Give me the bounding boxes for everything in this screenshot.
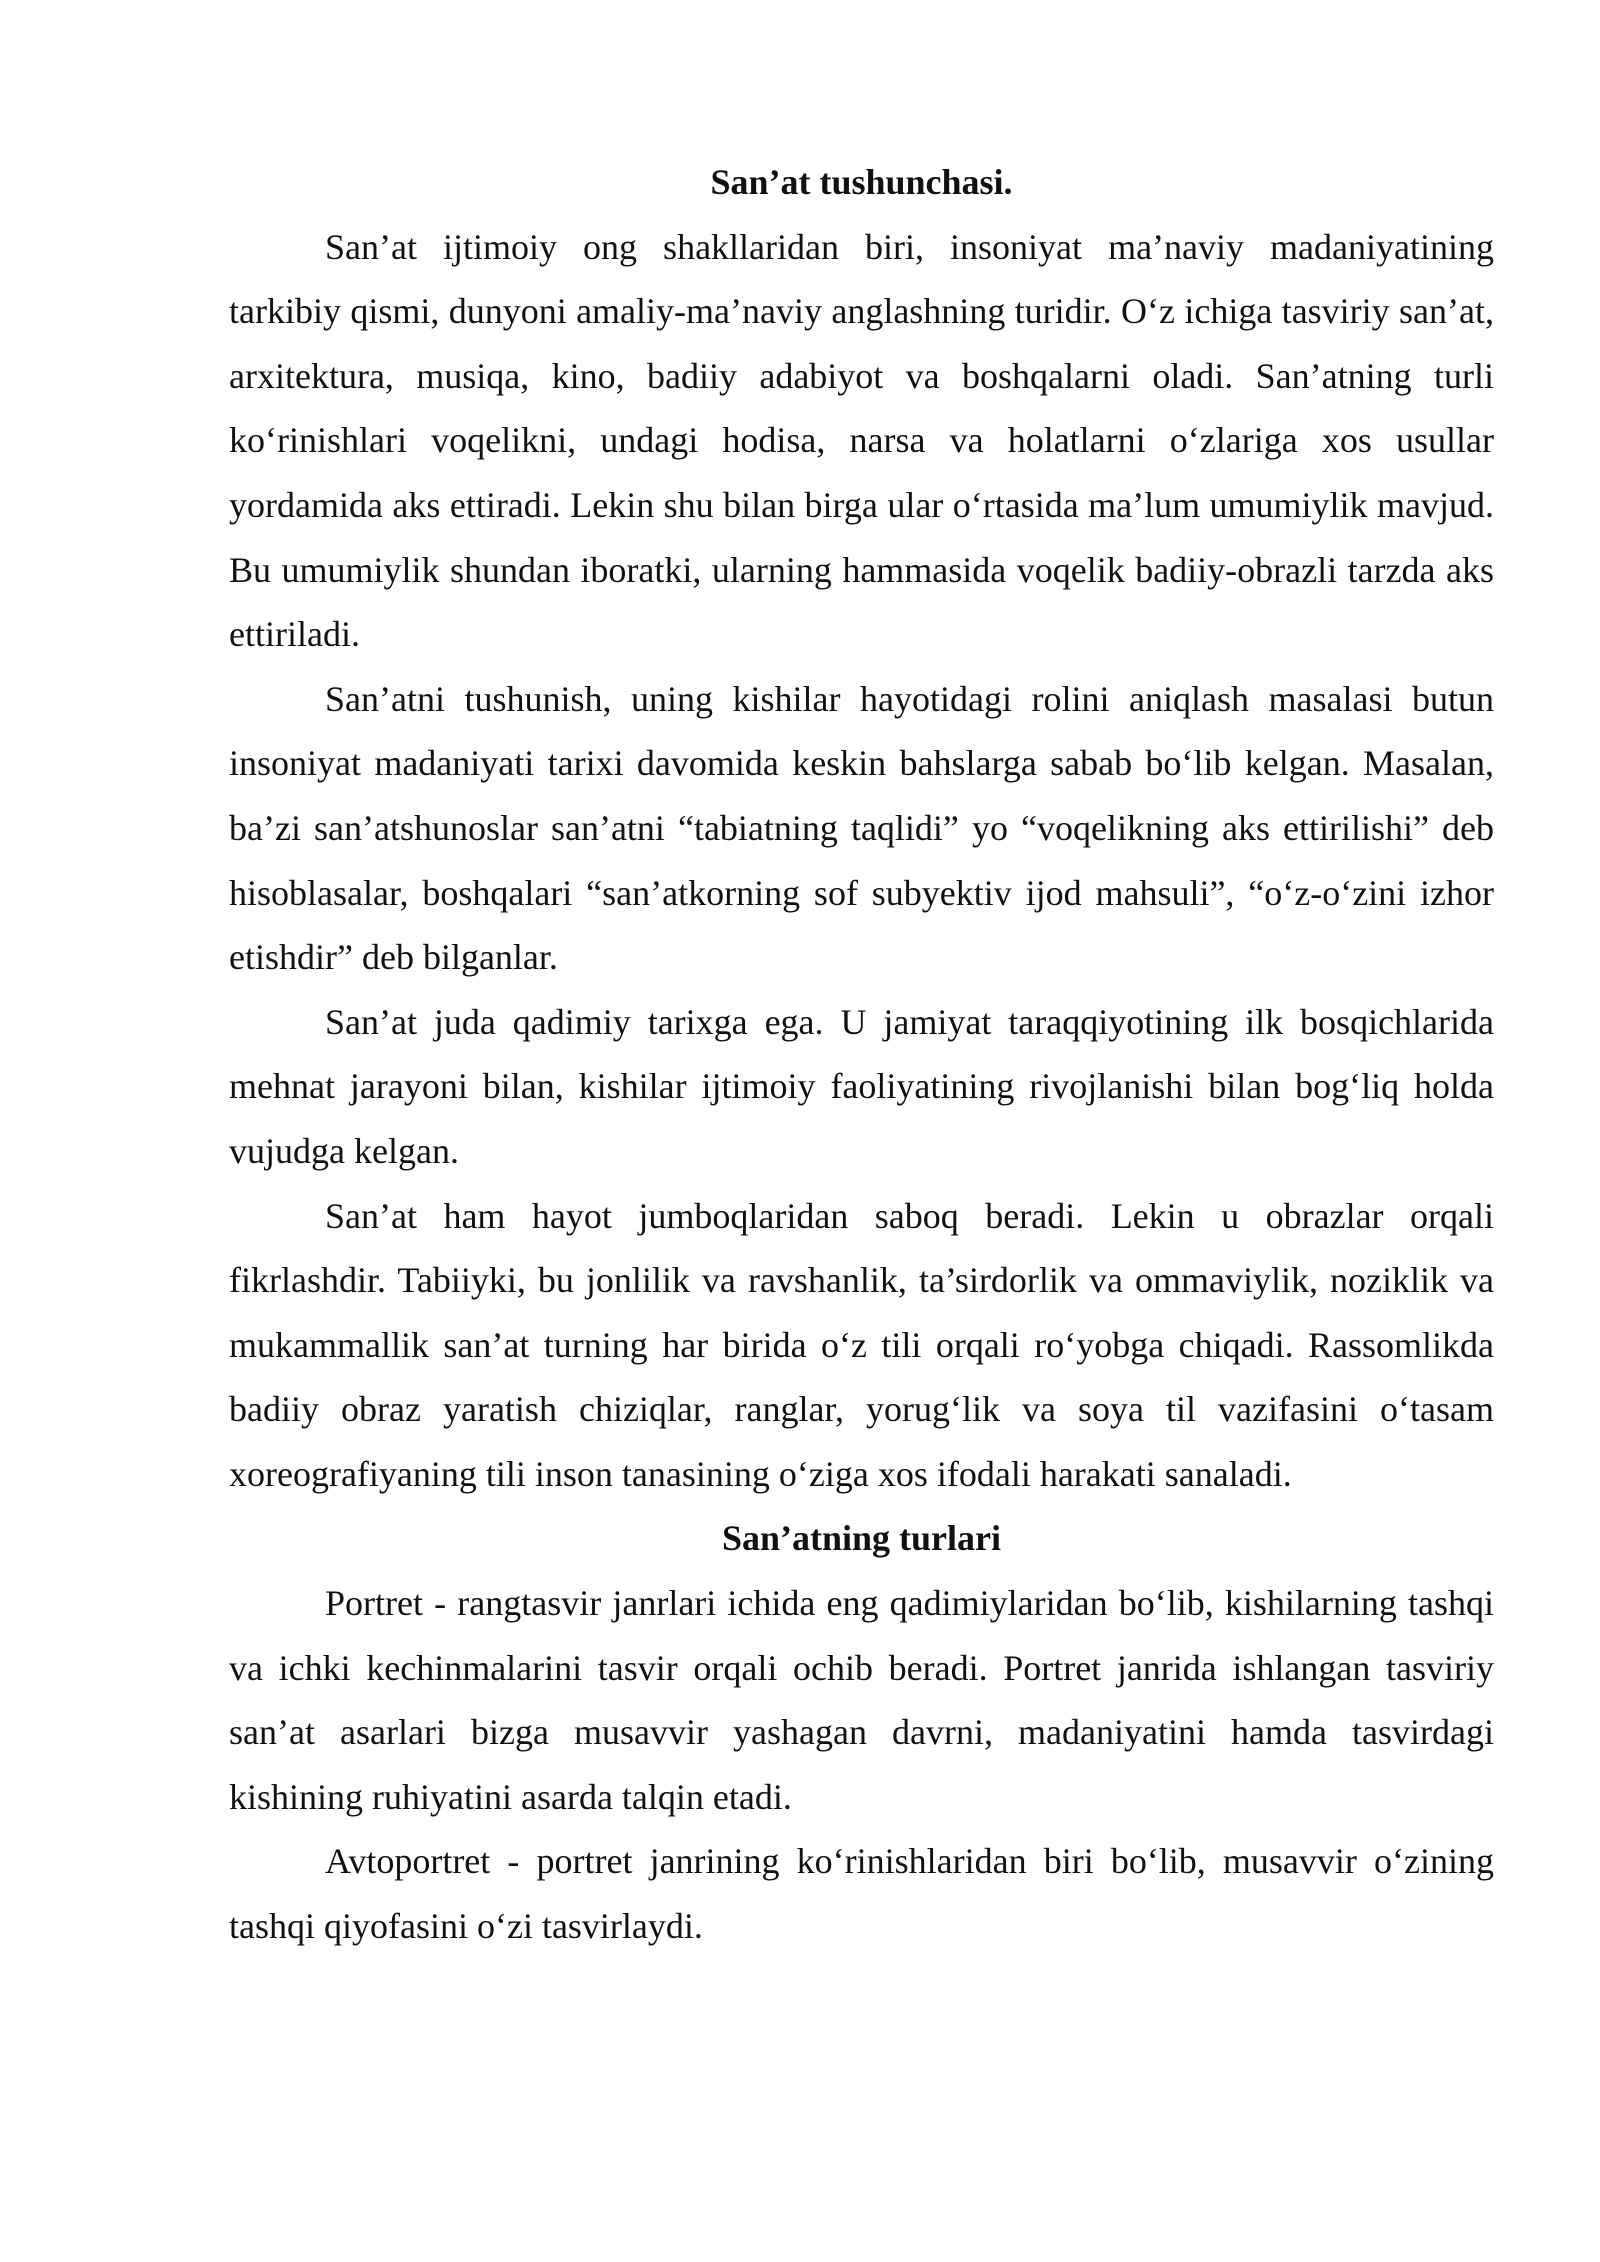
paragraph-self-portrait: Avtoportret - portret janrining ko‘rinishlaridan biri bo‘lib, musavvir o‘zining tashqi qiyofasini o‘zi tasvirlaydi. <box>229 1841 1494 1947</box>
paragraph-understanding: San’atni tushunish, uning kishilar hayotidagi rolini aniqlash masalasi butun insoniyat madaniyati tarixi davomida keskin bahslarga sabab bo‘lib kelgan. Masalan, ba’zi san’atshunoslar san’atni “tabiatning taqlidi” yo “voqelikning aks ettirilishi” deb hisoblasalar, boshqalari “san’atkorning sof subyektiv ijod mahsuli”, “o‘z-o‘zini izhor etishdir” deb bilganlar. <box>229 678 1494 978</box>
page-content <box>229 150 1494 1959</box>
paragraph-portrait: Portret - rangtasvir janrlari ichida eng qadimiylaridan bo‘lib, kishilarning tashqi va ichki kechinmalarini tasvir orqali ochib beradi. Portret janrida ishlangan tasviriy san’at asarlari bizga musavvir yashagan davrni, madaniyatini hamda tasvirdagi kishining ruhiyatini asarda talqin etadi. <box>229 1583 1494 1817</box>
paragraph-imagery: San’at ham hayot jumboqlaridan saboq beradi. Lekin u obrazlar orqali fikrlashdir. Tabiiyki, bu jonlilik va ravshanlik, ta’sirdorlik va ommaviylik, noziklik va mukammallik san’at turning har birida o‘z tili orqali ro‘yobga chiqadi. Rassomlikda badiiy obraz yaratish chiziqlar, ranglar, yorug‘lik va soya til vazifasini o‘tasam xoreografiyaning tili inson tanasining o‘ziga xos ifodali harakati sanaladi. <box>229 1195 1494 1494</box>
paragraph-history: San’at juda qadimiy tarixga ega. U jamiyat taraqqiyotining ilk bosqichlarida mehnat jarayoni bilan, kishilar ijtimoiy faoliyatining rivojlanishi bilan bog‘liq holda vujudga kelgan. <box>229 1001 1494 1171</box>
section-heading-types: San’atning turlari <box>721 1518 1002 1559</box>
page-title: San’at tushunchasi. <box>710 162 1013 202</box>
paragraph-definition: San’at ijtimoiy ong shakllaridan biri, insoniyat ma’naviy madaniyatining tarkibiy qismi, dunyoni amaliy-ma’naviy anglashning turidir. O‘z ichiga tasviriy san’at, arxitektura, musiqa, kino, badiiy adabiyot va boshqalarni oladi. San’atning turli ko‘rinishlari voqelikni, undagi hodisa, narsa va holatlarni o‘zlariga xos usullar yordamida aks ettiradi. Lekin shu bilan birga ular o‘rtasida ma’lum umumiylik mavjud. Bu umumiylik shundan iboratki, ularning hammasida voqelik badiiy-obrazli tarzda aks ettiriladi. <box>229 226 1494 655</box>
